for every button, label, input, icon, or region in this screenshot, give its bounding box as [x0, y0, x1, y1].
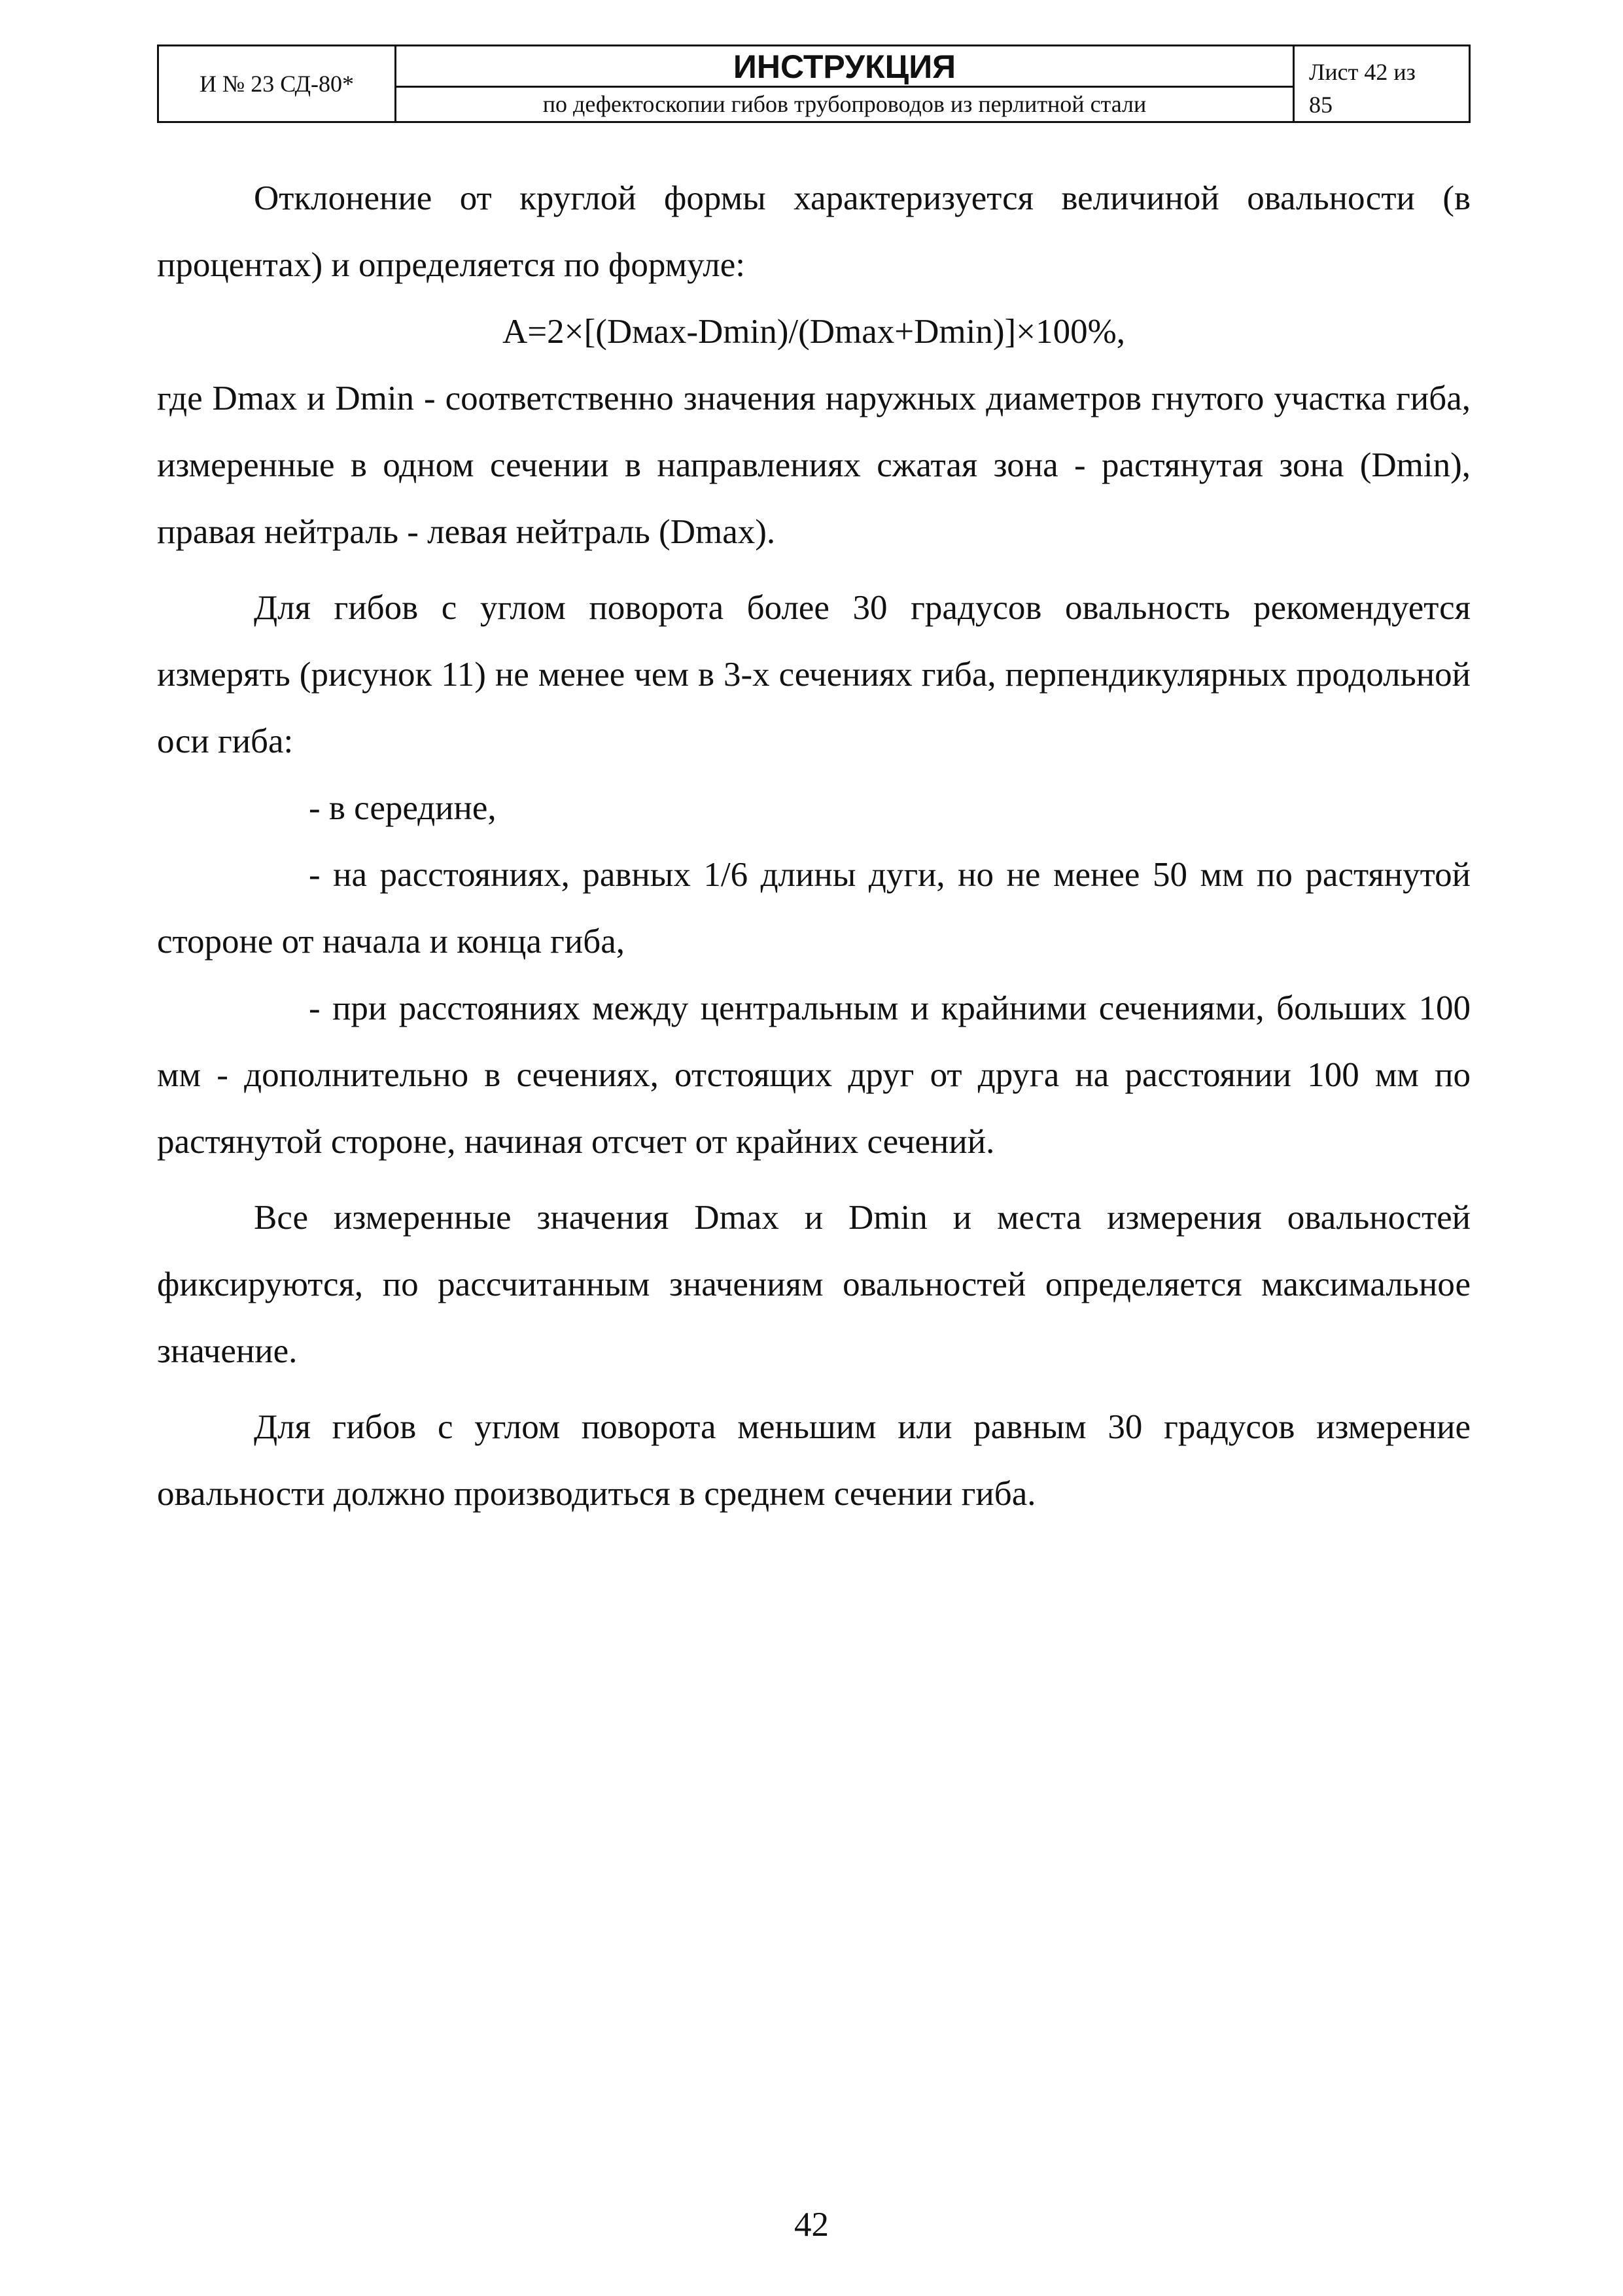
sheet-label: Лист 42 из — [1309, 59, 1416, 85]
paragraph-formula-explanation: где Dmax и Dmin - соответственно значения наружных диаметров гнутого участка гиба, измеренные в одном сечении в направлениях сжатая зона - растянутая зона (Dmin), правая нейтраль - левая нейтраль (Dmax). — [157, 380, 1471, 551]
sheet-total: 85 — [1309, 92, 1333, 118]
doc-id-cell — [159, 46, 396, 121]
doc-id: И № 23 СД-80* — [199, 71, 355, 97]
sheet-cell — [1293, 46, 1471, 121]
title-cell — [396, 46, 1293, 121]
paragraph-recorded-values: Все измеренные значения Dmax и Dmin и места измерения овальностей фиксируются, по рассчитанным значениям овальностей определяется максимальное значение. — [157, 1199, 1471, 1370]
page-number: 42 — [794, 2206, 829, 2244]
list-item-middle: - в середине, — [309, 789, 497, 827]
header-table — [157, 44, 1471, 123]
document-body — [157, 165, 1471, 1527]
ovality-formula: A=2×[(Dмах-Dmin)/(Dmax+Dmin)]×100%, — [502, 313, 1125, 351]
paragraph-ovality-definition: Отклонение от круглой формы характеризуется величиной овальности (в процентах) и определяется по формуле: — [157, 179, 1471, 284]
paragraph-large-angle-bends: Для гибов с углом поворота более 30 градусов овальность рекомендуется измерять (рисунок 11) не менее чем в 3-х сечениях гиба, перпендикулярных продольной оси гиба: — [157, 589, 1471, 760]
doc-title: ИНСТРУКЦИЯ — [396, 46, 1293, 88]
doc-subtitle: по дефектоскопии гибов трубопроводов из перлитной стали — [542, 91, 1147, 117]
paragraph-small-angle-bends: Для гибов с углом поворота меньшим или равным 30 градусов измерение овальности должно производиться в среднем сечении гиба. — [157, 1408, 1471, 1513]
list-item-additional-sections: - при расстояниях между центральным и крайними сечениями, больших 100 мм - дополнительно в сечениях, отстоящих друг от друга на расстоянии 100 мм по растянутой стороне, начиная отсчет от крайних сечений. — [157, 989, 1471, 1161]
list-item-one-sixth: - на расстояниях, равных 1/6 длины дуги, но не менее 50 мм по растянутой стороне от начала и конца гиба, — [157, 856, 1471, 961]
